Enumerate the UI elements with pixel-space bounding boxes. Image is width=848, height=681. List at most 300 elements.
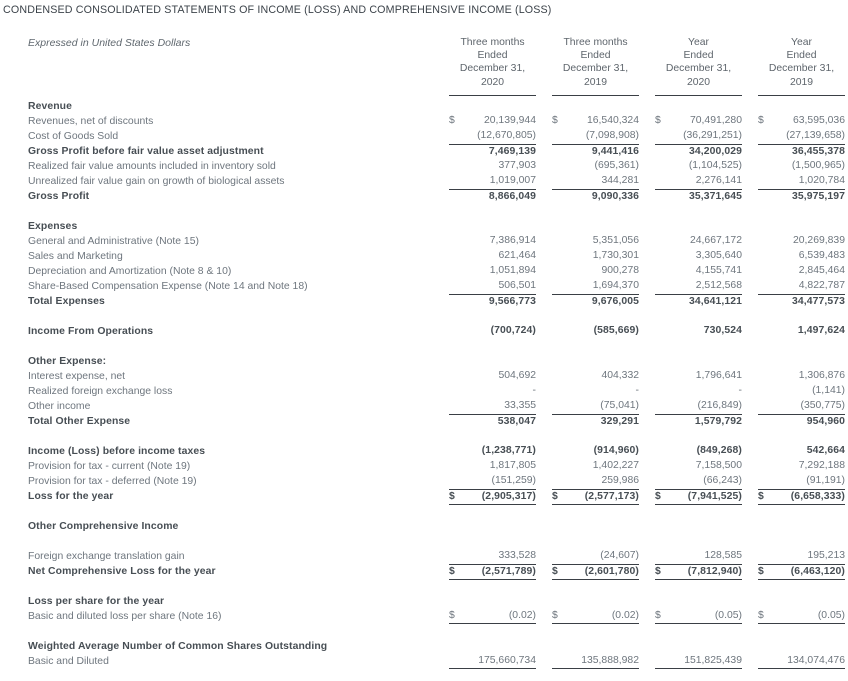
value-cell	[758, 279, 845, 294]
value-cell	[449, 189, 536, 204]
cell-value: (0.05)	[817, 609, 845, 621]
table-row	[28, 129, 845, 144]
cell-value: 35,975,197	[791, 190, 845, 202]
value-cell	[655, 549, 742, 564]
cell-value: 20,269,839	[792, 235, 845, 247]
value-cell	[655, 159, 742, 174]
section-row	[28, 99, 845, 114]
cell-value: 175,660,734	[478, 654, 536, 666]
value-cell	[449, 369, 536, 384]
document-title: CONDENSED CONSOLIDATED STATEMENTS OF INCOME (LOSS) AND COMPREHENSIVE INCOME (LOSS)	[3, 4, 552, 16]
table-row	[28, 609, 845, 624]
row-label: Depreciation and Amortization (Note 8 & 10)	[28, 265, 232, 277]
dollar-sign: $	[758, 115, 764, 127]
cell-value: (2,601,780)	[584, 565, 639, 577]
cell-value: (350,775)	[800, 400, 845, 412]
row-label: Expenses	[28, 220, 78, 232]
cell-value: 504,692	[498, 370, 536, 382]
value-cell	[655, 519, 742, 534]
value-cell	[552, 354, 639, 369]
cell-value: (24,607)	[600, 550, 639, 562]
value-cell	[655, 264, 742, 279]
section-row	[28, 594, 845, 609]
spacer-row	[28, 579, 845, 594]
cell-value: (66,243)	[703, 475, 742, 487]
spacer-row	[28, 504, 845, 519]
table-row	[28, 264, 845, 279]
cell-value: (585,669)	[593, 325, 639, 337]
row-label: Gross Profit before fair value asset adjustment	[28, 145, 264, 157]
cell-value: 3,305,640	[695, 250, 742, 262]
cell-value: 333,528	[498, 550, 536, 562]
section-row	[28, 354, 845, 369]
table-row	[28, 414, 845, 429]
cell-value: 20,139,944	[483, 115, 536, 127]
table-row	[28, 549, 845, 564]
dollar-sign: $	[758, 609, 764, 621]
spacer-row	[28, 204, 845, 219]
cell-value: 1,796,641	[695, 370, 742, 382]
value-cell	[552, 609, 639, 624]
value-cell	[758, 189, 845, 204]
value-cell	[449, 99, 536, 114]
cell-value: 377,903	[498, 160, 536, 172]
cell-value: (7,098,908)	[585, 130, 639, 142]
value-cell	[552, 489, 639, 505]
value-cell	[552, 294, 639, 309]
row-label: Cost of Goods Sold	[28, 130, 119, 142]
cell-value: 954,960	[806, 415, 845, 427]
table-header-row	[28, 36, 845, 96]
income-statement-table	[28, 36, 845, 669]
value-cell	[758, 369, 845, 384]
value-cell	[449, 234, 536, 249]
cell-value: 621,464	[498, 250, 536, 262]
cell-value: (2,905,317)	[481, 490, 536, 502]
cell-value: (6,658,333)	[790, 490, 845, 502]
row-label: Net Comprehensive Loss for the year	[28, 565, 216, 577]
header-label-spacer	[28, 36, 433, 96]
cell-value: 1,051,894	[489, 265, 536, 277]
value-cell	[552, 369, 639, 384]
table-row	[28, 249, 845, 264]
cell-value: 1,817,805	[489, 460, 536, 472]
value-cell	[552, 249, 639, 264]
row-label: General and Administrative (Note 15)	[28, 235, 199, 247]
cell-value: (151,259)	[491, 475, 536, 487]
dollar-sign: $	[449, 115, 455, 127]
cell-value: 34,200,029	[688, 145, 742, 157]
cell-value: 2,512,568	[695, 280, 742, 292]
cell-value: -	[635, 385, 639, 397]
value-cell	[655, 594, 742, 609]
value-cell	[449, 639, 536, 654]
cell-value: 9,566,773	[488, 295, 536, 307]
header-line: December 31,	[562, 63, 629, 75]
value-cell	[449, 399, 536, 414]
table-row	[28, 294, 845, 309]
column-header-2	[552, 36, 639, 96]
cell-value: 1,694,370	[592, 280, 639, 292]
value-cell	[655, 144, 742, 159]
value-cell	[758, 264, 845, 279]
value-cell	[449, 549, 536, 564]
value-cell	[552, 219, 639, 234]
value-cell	[449, 279, 536, 294]
dollar-sign: $	[449, 565, 455, 577]
value-cell	[758, 354, 845, 369]
row-label: Income (Loss) before income taxes	[28, 445, 206, 457]
dollar-sign: $	[655, 490, 661, 502]
spacer-row	[28, 624, 845, 639]
table-row	[28, 189, 845, 204]
row-label: Other Expense:	[28, 355, 107, 367]
header-line: Ended	[477, 50, 508, 62]
row-label: Share-Based Compensation Expense (Note 14 and Note 18)	[28, 280, 308, 292]
value-cell	[552, 279, 639, 294]
cell-value: 1,019,007	[489, 175, 536, 187]
cell-value: (1,238,771)	[481, 445, 536, 457]
header-line: 2019	[583, 76, 608, 88]
value-cell	[449, 294, 536, 309]
spacer-row	[28, 429, 845, 444]
value-cell	[758, 144, 845, 159]
cell-value: 33,355	[504, 400, 536, 412]
cell-value: 1,579,792	[694, 415, 742, 427]
value-cell	[449, 489, 536, 505]
value-cell	[552, 264, 639, 279]
value-cell	[449, 519, 536, 534]
value-cell	[758, 444, 845, 459]
cell-value: 2,276,141	[695, 175, 742, 187]
value-cell	[655, 474, 742, 489]
cell-value: 134,074,476	[787, 654, 845, 666]
cell-value: 1,306,876	[798, 370, 845, 382]
cell-value: (6,463,120)	[790, 565, 845, 577]
value-cell	[758, 174, 845, 189]
row-label: Total Other Expense	[28, 415, 131, 427]
cell-value: 151,825,439	[684, 654, 742, 666]
value-cell	[655, 489, 742, 505]
value-cell	[655, 174, 742, 189]
spacer-row	[28, 339, 845, 354]
cell-value: 259,986	[601, 475, 639, 487]
cell-value: (36,291,251)	[683, 130, 742, 142]
value-cell	[655, 609, 742, 624]
value-cell	[655, 279, 742, 294]
value-cell	[655, 114, 742, 129]
cell-value: 7,386,914	[489, 235, 536, 247]
cell-value: 4,822,787	[798, 280, 845, 292]
cell-value: 16,540,324	[586, 115, 639, 127]
value-cell	[449, 324, 536, 339]
cell-value: 1,402,227	[592, 460, 639, 472]
cell-value: 329,291	[600, 415, 639, 427]
cell-value: (695,361)	[594, 160, 639, 172]
value-cell	[758, 564, 845, 580]
table-row	[28, 489, 845, 504]
dollar-sign: $	[655, 609, 661, 621]
value-cell	[449, 384, 536, 399]
spacer-row	[28, 534, 845, 549]
value-cell	[655, 219, 742, 234]
value-cell	[552, 444, 639, 459]
cell-value: 2,845,464	[798, 265, 845, 277]
cell-value: (2,577,173)	[584, 490, 639, 502]
row-label: Other Comprehensive Income	[28, 520, 179, 532]
row-label: Revenue	[28, 100, 73, 112]
row-label: Sales and Marketing	[28, 250, 123, 262]
cell-value: 195,213	[807, 550, 845, 562]
table-row	[28, 369, 845, 384]
value-cell	[655, 639, 742, 654]
cell-value: -	[738, 385, 742, 397]
value-cell	[758, 609, 845, 624]
value-cell	[552, 639, 639, 654]
dollar-sign: $	[449, 490, 455, 502]
cell-value: 9,676,005	[591, 295, 639, 307]
value-cell	[758, 249, 845, 264]
value-cell	[758, 234, 845, 249]
row-label: Realized foreign exchange loss	[28, 385, 173, 397]
value-cell	[449, 159, 536, 174]
table-row	[28, 384, 845, 399]
value-cell	[552, 234, 639, 249]
dollar-sign: $	[552, 115, 558, 127]
dollar-sign: $	[758, 565, 764, 577]
row-label: Realized fair value amounts included in inventory sold	[28, 160, 276, 172]
value-cell	[552, 114, 639, 129]
cell-value: 1,497,624	[797, 325, 845, 337]
cell-value: 538,047	[497, 415, 536, 427]
header-line: 2020	[480, 76, 505, 88]
cell-value: 7,469,139	[488, 145, 536, 157]
cell-value: 9,441,416	[591, 145, 639, 157]
value-cell	[655, 324, 742, 339]
value-cell	[655, 354, 742, 369]
value-cell	[449, 354, 536, 369]
value-cell	[758, 489, 845, 505]
table-row	[28, 324, 845, 339]
table-row	[28, 564, 845, 579]
cell-value: (1,104,525)	[688, 160, 742, 172]
value-cell	[449, 444, 536, 459]
row-label: Basic and diluted loss per share (Note 16)	[28, 610, 222, 622]
value-cell	[449, 144, 536, 159]
cell-value: (27,139,658)	[786, 130, 845, 142]
value-cell	[758, 384, 845, 399]
row-label: Weighted Average Number of Common Shares Outstanding	[28, 640, 328, 652]
value-cell	[552, 99, 639, 114]
cell-value: 900,278	[601, 265, 639, 277]
cell-value: 35,371,645	[688, 190, 742, 202]
value-cell	[758, 159, 845, 174]
header-line: December 31,	[459, 63, 526, 75]
value-cell	[449, 174, 536, 189]
value-cell	[758, 639, 845, 654]
cell-value: 128,585	[704, 550, 742, 562]
value-cell	[449, 474, 536, 489]
value-cell	[655, 459, 742, 474]
row-label: Income From Operations	[28, 325, 154, 337]
header-line: Year	[791, 37, 812, 48]
cell-value: 1,730,301	[592, 250, 639, 262]
cell-value: 730,524	[703, 325, 742, 337]
column-header-3	[655, 36, 742, 96]
value-cell	[655, 564, 742, 580]
table-row	[28, 474, 845, 489]
cell-value: 542,664	[806, 445, 845, 457]
dollar-sign: $	[449, 609, 455, 621]
value-cell	[655, 444, 742, 459]
cell-value: (0.02)	[611, 609, 639, 621]
cell-value: 135,888,982	[581, 654, 639, 666]
value-cell	[758, 549, 845, 564]
header-line: Three months	[563, 37, 628, 48]
cell-value: (1,500,965)	[791, 160, 845, 172]
cell-value: 34,641,121	[688, 295, 742, 307]
value-cell	[655, 384, 742, 399]
value-cell	[552, 399, 639, 414]
value-cell	[758, 114, 845, 129]
value-cell	[655, 234, 742, 249]
cell-value: 506,501	[498, 280, 536, 292]
value-cell	[758, 129, 845, 144]
cell-value: 7,292,188	[798, 460, 845, 472]
value-cell	[758, 219, 845, 234]
value-cell	[449, 114, 536, 129]
value-cell	[655, 189, 742, 204]
value-cell	[758, 594, 845, 609]
cell-value: (0.05)	[714, 609, 742, 621]
cell-value: (914,960)	[593, 445, 639, 457]
table-row	[28, 459, 845, 474]
dollar-sign: $	[655, 115, 661, 127]
cell-value: (91,191)	[806, 475, 845, 487]
cell-value: 7,158,500	[695, 460, 742, 472]
value-cell	[449, 609, 536, 624]
table-row	[28, 279, 845, 294]
section-row	[28, 519, 845, 534]
header-line: Ended	[786, 50, 817, 62]
value-cell	[552, 654, 639, 669]
row-label: Unrealized fair value gain on growth of biological assets	[28, 175, 285, 187]
section-row	[28, 639, 845, 654]
cell-value: (75,041)	[600, 400, 639, 412]
value-cell	[552, 384, 639, 399]
cell-value: 6,539,483	[798, 250, 845, 262]
value-cell	[552, 474, 639, 489]
header-line: Ended	[580, 50, 611, 62]
value-cell	[449, 459, 536, 474]
value-cell	[758, 519, 845, 534]
row-label: Interest expense, net	[28, 370, 126, 382]
dollar-sign: $	[552, 490, 558, 502]
cell-value: (1,141)	[812, 385, 845, 397]
cell-value: 344,281	[601, 175, 639, 187]
row-label: Basic and Diluted	[28, 655, 109, 667]
cell-value: (216,849)	[697, 400, 742, 412]
value-cell	[758, 414, 845, 429]
value-cell	[655, 129, 742, 144]
row-label: Foreign exchange translation gain	[28, 550, 185, 562]
table-row	[28, 654, 845, 669]
spacer-row	[28, 309, 845, 324]
row-label: Other income	[28, 400, 91, 412]
cell-value: 24,667,172	[689, 235, 742, 247]
cell-value: 34,477,573	[791, 295, 845, 307]
table-row	[28, 399, 845, 414]
value-cell	[552, 129, 639, 144]
cell-value: 9,090,336	[591, 190, 639, 202]
row-label: Revenues, net of discounts	[28, 115, 154, 127]
value-cell	[758, 99, 845, 114]
cell-value: (7,812,940)	[687, 565, 742, 577]
row-label: Provision for tax - current (Note 19)	[28, 460, 191, 472]
cell-value: 63,595,036	[792, 115, 845, 127]
cell-value: (7,941,525)	[687, 490, 742, 502]
value-cell	[449, 564, 536, 580]
cell-value: 5,351,056	[592, 235, 639, 247]
cell-value: (2,571,789)	[481, 565, 536, 577]
header-line: December 31,	[665, 63, 732, 75]
value-cell	[758, 654, 845, 669]
value-cell	[758, 294, 845, 309]
table-row	[28, 114, 845, 129]
header-line: Three months	[460, 37, 525, 48]
table-row	[28, 444, 845, 459]
value-cell	[655, 249, 742, 264]
value-cell	[449, 129, 536, 144]
value-cell	[758, 324, 845, 339]
section-row	[28, 219, 845, 234]
value-cell	[758, 474, 845, 489]
cell-value: (12,670,805)	[477, 130, 536, 142]
value-cell	[552, 549, 639, 564]
value-cell	[655, 399, 742, 414]
value-cell	[758, 399, 845, 414]
value-cell	[552, 144, 639, 159]
value-cell	[449, 219, 536, 234]
value-cell	[552, 519, 639, 534]
currency-note: Expressed in United States Dollars	[28, 37, 191, 49]
value-cell	[449, 414, 536, 429]
cell-value: 8,866,049	[488, 190, 536, 202]
cell-value: 404,332	[601, 370, 639, 382]
cell-value: (700,724)	[490, 325, 536, 337]
table-row	[28, 159, 845, 174]
header-line: Year	[688, 37, 709, 48]
column-header-4	[758, 36, 845, 96]
table-row	[28, 144, 845, 159]
column-header-1	[449, 36, 536, 96]
value-cell	[449, 264, 536, 279]
header-line: Ended	[683, 50, 714, 62]
value-cell	[655, 369, 742, 384]
row-label: Gross Profit	[28, 190, 90, 202]
header-line: 2019	[789, 76, 814, 88]
cell-value: 1,020,784	[798, 175, 845, 187]
row-label: Loss for the year	[28, 490, 114, 502]
value-cell	[552, 414, 639, 429]
row-label: Loss per share for the year	[28, 595, 165, 607]
cell-value: 4,155,741	[695, 265, 742, 277]
row-label: Total Expenses	[28, 295, 105, 307]
table-row	[28, 234, 845, 249]
cell-value: (849,268)	[696, 445, 742, 457]
cell-value: -	[532, 385, 536, 397]
value-cell	[655, 294, 742, 309]
